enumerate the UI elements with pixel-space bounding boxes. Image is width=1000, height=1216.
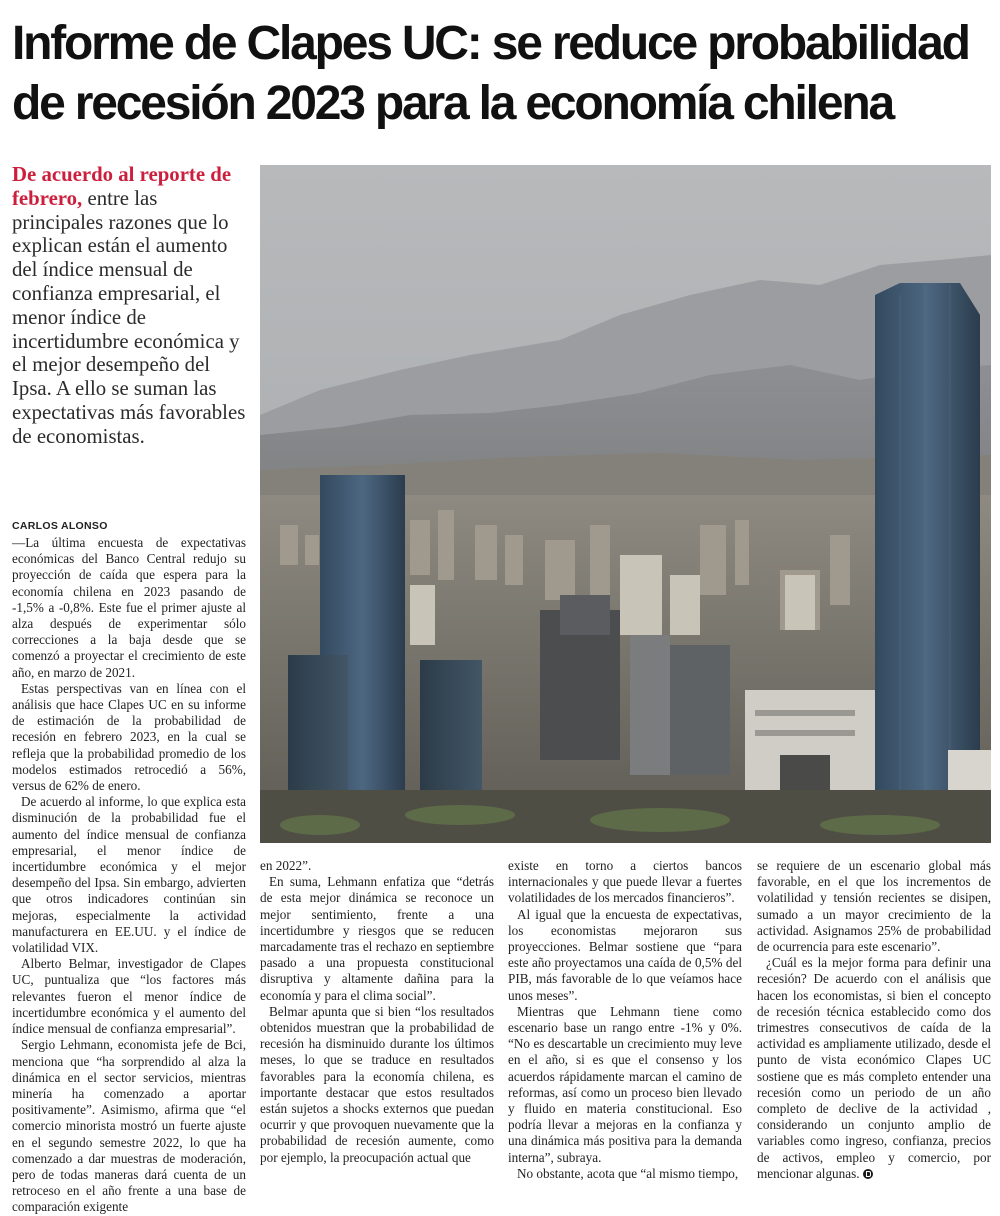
paragraph: Sergio Lehmann, economista jefe de Bci, menciona que “ha sorprendido al alza la dinámica en el sector servicios, mientras minería ha comenzado a aportar positivamente”. Asimismo, afirma que “el comercio minorista mostró un fuerte ajuste en el segundo semestre 2022, lo que ha comenzado a dar muestras de moderación, pero de todas maneras dará cuenta de un retroceso en el año frente a una base de comparación exigente <box>12 1037 246 1215</box>
paragraph: No obstante, acota que “al mismo tiempo, <box>517 1165 739 1181</box>
byline: CARLOS ALONSO <box>12 520 108 532</box>
paragraph: existe en torno a ciertos bancos internacionales y que puede llevar a fuertes volatilidades de los mercados financieros”. <box>508 858 742 906</box>
paragraph: Al igual que la encuesta de expectativas, los economistas mejoraron sus proyecciones. Belmar sostiene que “para este año proyectamos una caída de 0,5% del PIB, más favorable de lo que veíamos hace unos meses”. <box>508 906 742 1003</box>
paragraph: Mientras que Lehmann tiene como escenario base un rango entre -1% y 0%. “No es descartable un crecimiento muy leve en el año, si es que el consenso y los acuerdos rápidamente marcan el camino de reformas, así como un proceso bien llevado y fluido en materia constitucional. Eso podría llevar a mejoras en la confianza y una dinámica más positiva para la demanda interna”, subraya. <box>508 1003 742 1165</box>
paragraph: en 2022”. <box>260 858 312 873</box>
article-column-4 <box>757 858 991 1182</box>
paragraph: Alberto Belmar, investigador de Clapes UC, puntualiza que “los factores más relevantes fueron el menor índice de incertidumbre económica y el aumento del índice mensual de confianza empresarial”. <box>12 956 246 1037</box>
lead-summary <box>12 163 250 449</box>
last-paragraph-text: ¿Cuál es la mejor forma para definir una recesión? De acuerdo con el análisis que hacen los economistas, si bien el concepto de recesión técnica establecido como dos trimestres consecutivos de caída de la actividad es ampliamente utilizado, desde el punto de vista económico Clapes UC sostiene que es más completo entender una recesión como un periodo de un año completo de declive de la actividad , considerando un conjunto amplio de variables como ingreso, confianza, precios de activos, empleo y comercio, por mencionar algunas. <box>757 955 991 1181</box>
article-column-1 <box>12 535 246 1216</box>
end-mark-icon <box>863 1169 873 1179</box>
headline: Informe de Clapes UC: se reduce probabilidad de recesión 2023 para la economía chilena <box>12 17 969 130</box>
lead-text: entre las principales razones que lo explican están el aumento del índice mensual de confianza empresarial, el menor índice de incertidumbre económica y el mejor desempeño del Ipsa. A ello se suman las expectativas más favorables de economistas. <box>12 186 246 448</box>
article-column-2 <box>260 858 494 1166</box>
santiago-skyline-photo <box>260 165 991 843</box>
paragraph: En suma, Lehmann enfatiza que “detrás de esta mejor dinámica se reconoce un mejor sentimiento, frente a una incertidumbre y riesgos que se reducen marcadamente tras el rechazo en septiembre pasado a una propuesta constitucional disruptiva y altamente dañina para la economía y para el clima social”. <box>260 874 494 1003</box>
article-column-3 <box>508 858 742 1182</box>
paragraph-last <box>757 955 991 1182</box>
paragraph: —La última encuesta de expectativas económicas del Banco Central redujo su proyección de caída que espera para la economía chilena en 2023 pasando de -1,5% a -0,8%. Este fue el primer ajuste al alza después de experimentar sólo correcciones a la baja desde que se comenzó a proyectar el crecimiento de este año, en marzo de 2021. <box>12 535 246 680</box>
paragraph: se requiere de un escenario global más favorable, en el que los incrementos de volatilidad y tensión recientes se disipen, sumado a un mayor crecimiento de la actividad. Asignamos 25% de probabilidad de ocurrencia para este escenario”. <box>757 858 991 955</box>
lead-highlight: De acuerdo al reporte de febrero, <box>12 163 232 210</box>
paragraph: Estas perspectivas van en línea con el análisis que hace Clapes UC en su informe de estimación de la probabilidad de recesión en febrero 2023, en la cual se refleja que la probabilidad promedio de los modelos estimados retrocedió a 56%, versus de 62% de enero. <box>12 680 246 794</box>
paragraph: Belmar apunta que si bien “los resultados obtenidos muestran que la probabilidad de recesión ha disminuido durante los últimos meses, lo que se traduce en resultados favorables para la economía chilena, es importante destacar que estos resultados están sujetos a shocks externos que puedan ocurrir y que provoquen nuevamente que la probabilidad de recesión aumente, como por ejemplo, la preocupación actual que <box>260 1003 494 1165</box>
paragraph: De acuerdo al informe, lo que explica esta disminución de la probabilidad fue el aumento del índice mensual de confianza empresarial, el menor índice de incertidumbre económica y el mejor desempeño del Ipsa. Sin embargo, advierten que otros indicadores continúan sin mejoras, especialmente la actividad manufacturera en EE.UU. y el índice de volatilidad VIX. <box>12 794 246 956</box>
